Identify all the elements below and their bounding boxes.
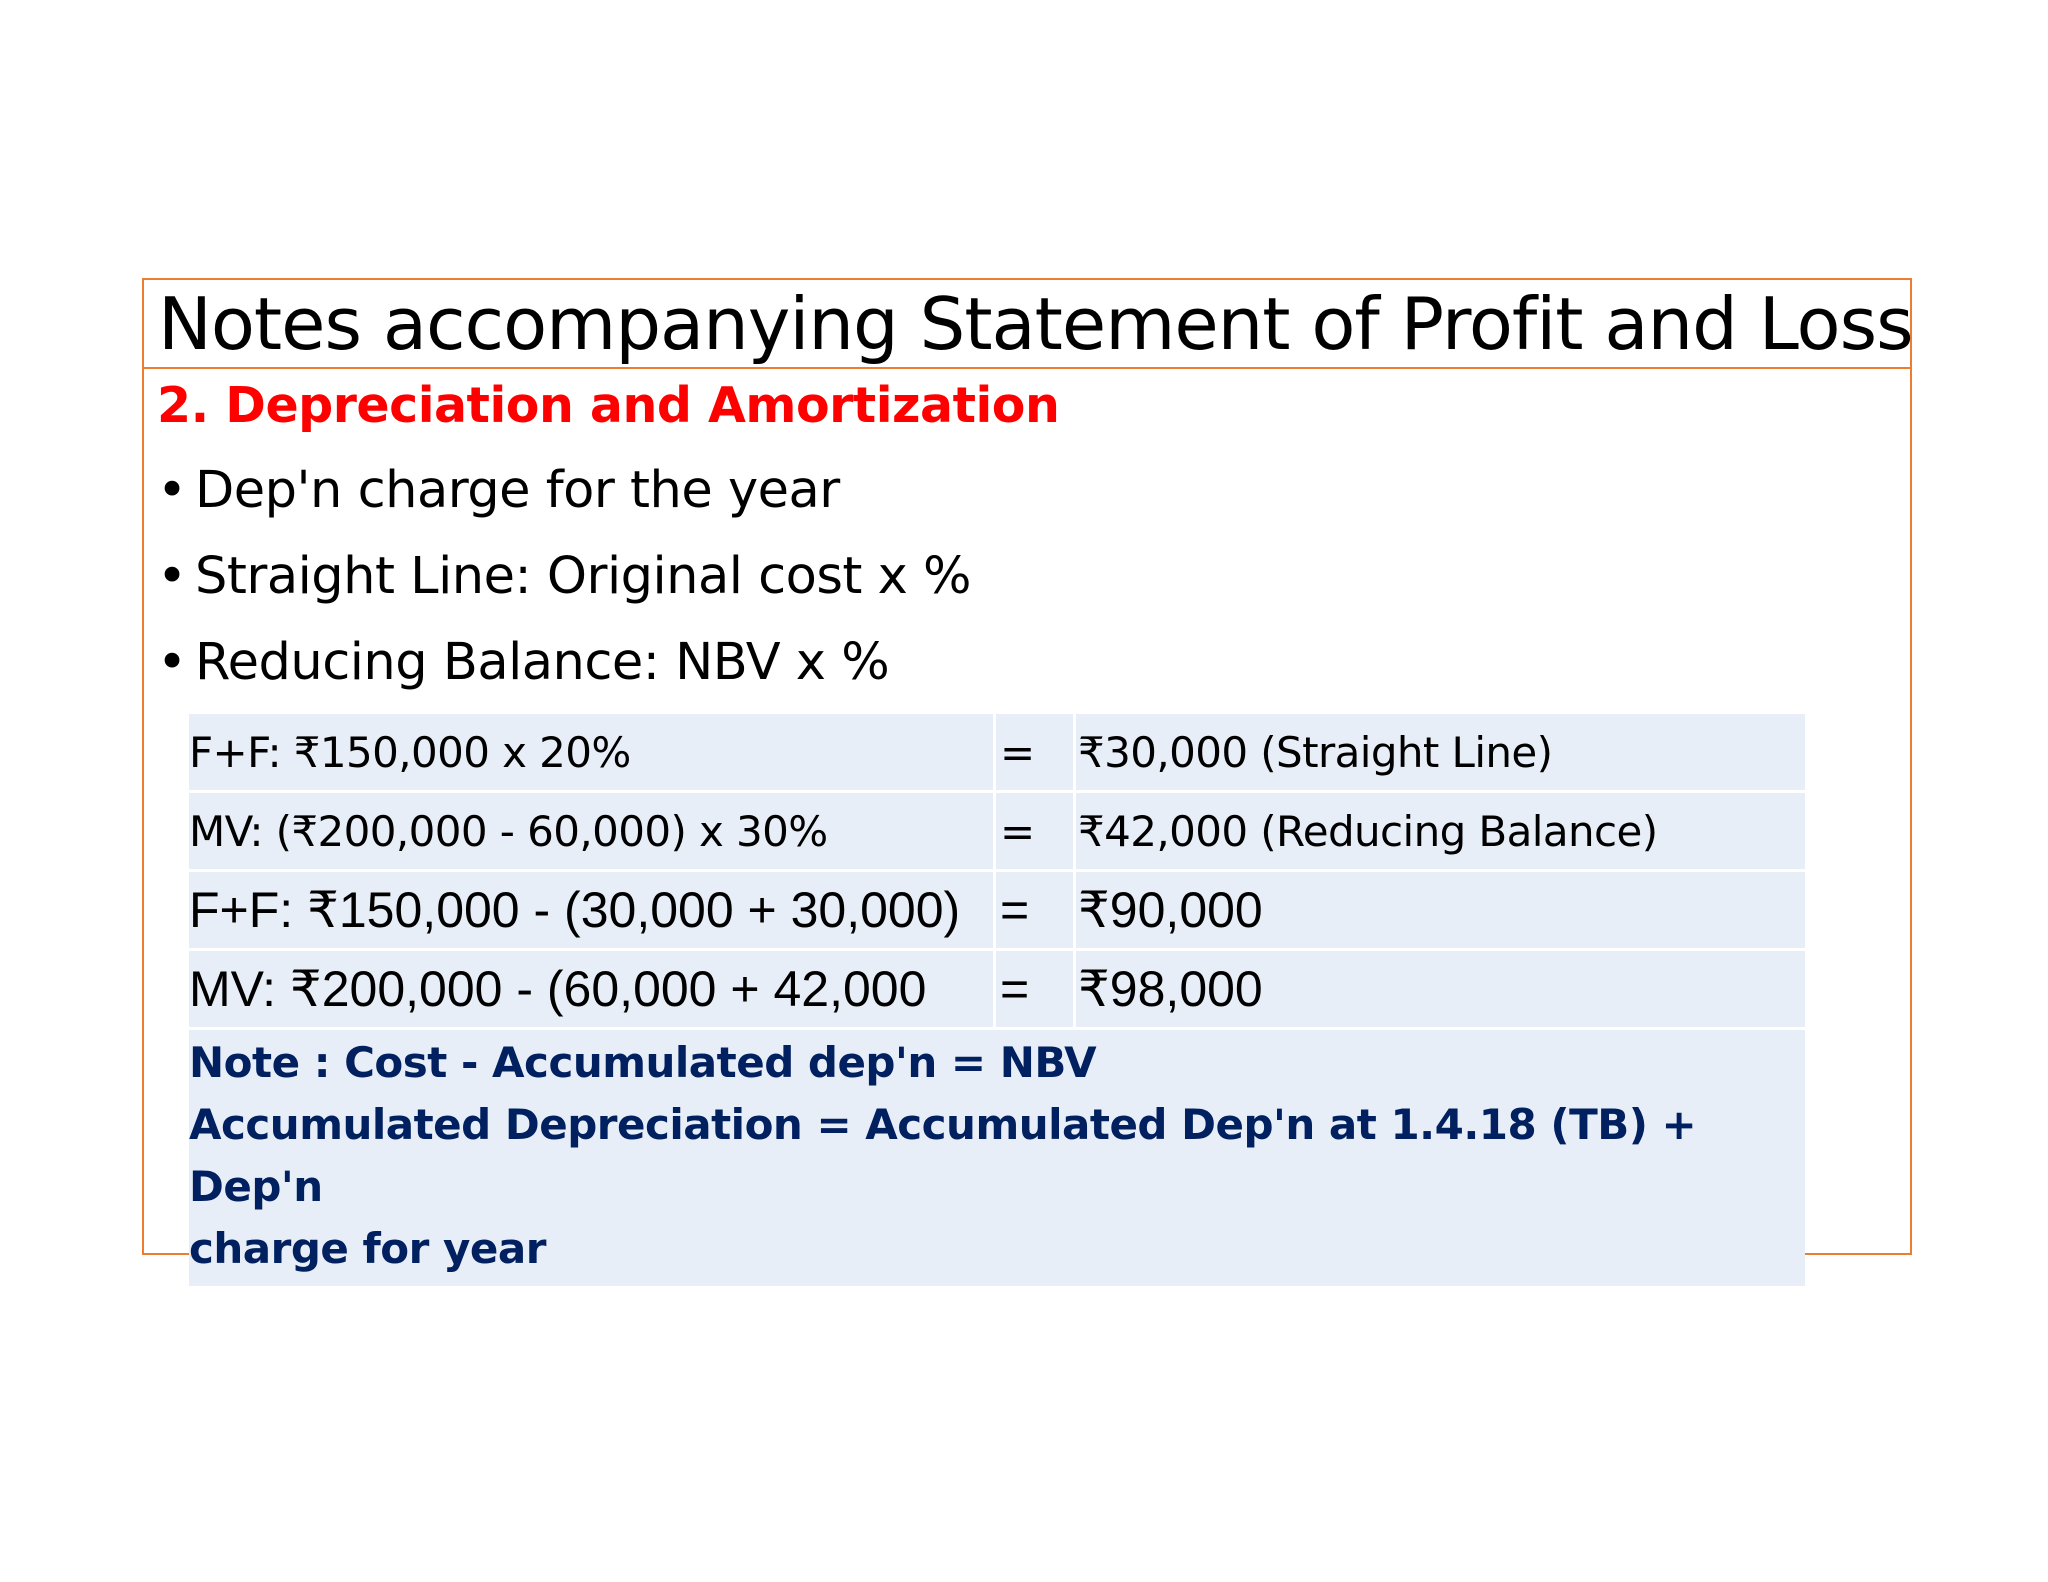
bullet-dot-icon: • (157, 633, 187, 692)
note-line: Accumulated Depreciation = Accumulated Dep'n at 1.4.18 (TB) + Dep'n (189, 1100, 1697, 1211)
calc-result: ₹90,000 (1075, 871, 1806, 950)
calculation-panel (189, 714, 1805, 1286)
calc-operator: = (995, 950, 1075, 1029)
calc-result: ₹42,000 (Reducing Balance) (1075, 792, 1806, 871)
note-block (189, 1032, 1749, 1280)
calc-row-mv-depreciation (189, 792, 1805, 871)
calc-result: ₹98,000 (1075, 950, 1806, 1029)
title-bar (144, 280, 1913, 369)
calc-expression: MV: ₹200,000 - (60,000 + 42,000 (189, 950, 995, 1029)
bullet-text: Reducing Balance: NBV x % (195, 633, 890, 692)
section-heading: 2. Depreciation and Amortization (157, 377, 1060, 434)
bullet-dot-icon: • (157, 547, 187, 606)
bullet-text: Dep'n charge for the year (195, 461, 840, 520)
bullet-text: Straight Line: Original cost x % (195, 547, 971, 606)
calc-row-ff-depreciation (189, 714, 1805, 792)
note-line: charge for year (189, 1224, 546, 1273)
calc-operator: = (995, 714, 1075, 792)
calc-expression: F+F: ₹150,000 - (30,000 + 30,000) (189, 871, 995, 950)
bullet-dot-icon: • (157, 461, 187, 520)
calc-expression: MV: (₹200,000 - 60,000) x 30% (189, 792, 995, 871)
note-line: Note : Cost - Accumulated dep'n = NBV (189, 1038, 1097, 1087)
calc-expression: F+F: ₹150,000 x 20% (189, 714, 995, 792)
calc-row-mv-nbv (189, 950, 1805, 1029)
calc-operator: = (995, 871, 1075, 950)
calculation-table (189, 714, 1805, 1030)
calc-row-ff-nbv (189, 871, 1805, 950)
calc-operator: = (995, 792, 1075, 871)
calc-result: ₹30,000 (Straight Line) (1075, 714, 1806, 792)
page-title: Notes accompanying Statement of Profit and Loss (158, 282, 1913, 366)
